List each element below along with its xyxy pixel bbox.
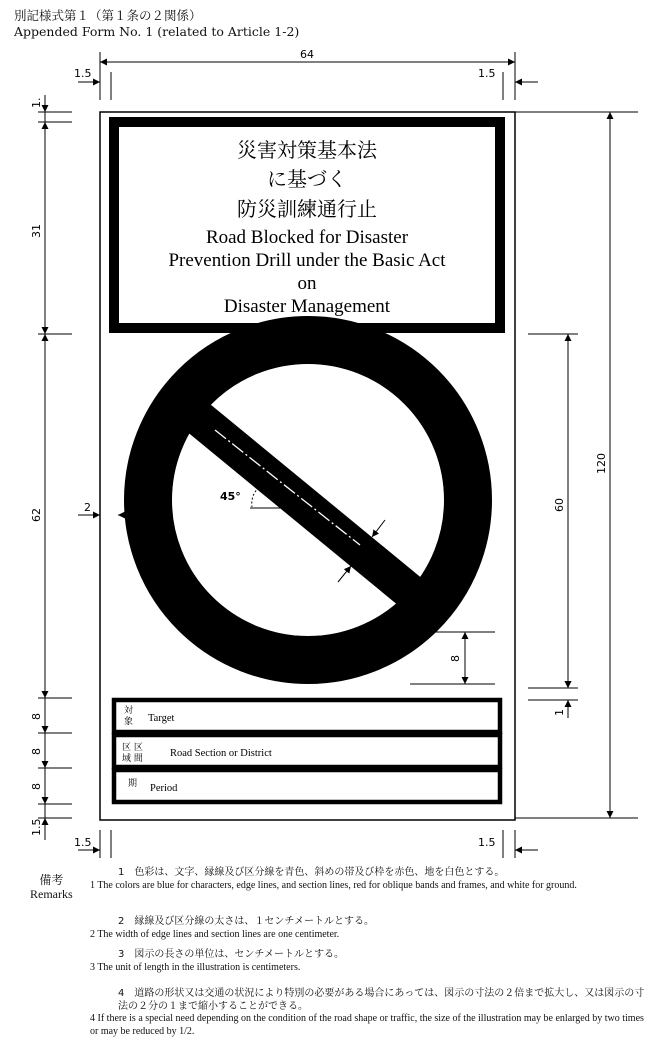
dim-bottom-margin: 1.5 [30,818,43,836]
remark-3-jp: 3 図示の長さの単位は、センチメートルとする。 [118,949,344,960]
header-en: Appended Form No. 1 (related to Article 1-2) [14,24,300,39]
dim-total-height: 120 [595,453,608,474]
row-target-label: Target [148,713,175,724]
remark-4 [90,988,650,1038]
sign-en-line-1: Road Blocked for Disaster [205,227,409,248]
remarks-label-en: Remarks [30,887,73,901]
remark-2-jp: 2 縁線及び区分線の太さは、１センチメートルとする。 [118,916,374,927]
sign-jp-line-3: 防災訓練通行止 [237,197,377,221]
remark-2 [90,916,650,941]
remark-2-en: 2 The width of edge lines and section lines are one centimeter. [90,928,340,940]
sign-en-line-3: on [297,273,317,294]
sign-en-line-2: Prevention Drill under the Basic Act [168,250,446,271]
sign-en-line-4: Disaster Management [223,296,391,317]
dim-row1: 8 [30,713,43,720]
sign-jp-line-1: 災害対策基本法 [237,138,377,162]
dim-edge-gap: 2 [84,501,91,514]
row-period-jp-top: 期 [128,779,138,789]
sign-jp-line-2: に基づく [267,167,347,191]
dim-circle-zone: 62 [30,508,43,522]
dim-row2: 8 [30,748,43,755]
remarks-label-jp: 備考 [39,873,64,887]
oblique-band [195,415,420,600]
band-centerline [215,430,360,545]
remark-4-en: 4 If there is a special need depending on the condition of the road shape or traffic, the size of the illustration may be enlarged by two times or may be reduced by 1/2. [90,1013,644,1037]
dim-margin-left-bottom: 1.5 [74,836,92,849]
row-target-jp-top: 対 [124,706,134,716]
dim-top-margin: 1. [30,97,43,108]
remark-3 [90,949,650,974]
row-section-label: Road Section or District [170,748,272,759]
remark-1 [90,867,650,892]
remark-1-en: 1 The colors are blue for characters, edge lines, and section lines, red for oblique bands and frames, and white for ground. [90,879,577,891]
dim-margin-right-top: 1.5 [478,67,496,80]
angle-label: 45° [220,490,241,503]
row-target-jp-bottom: 象 [124,717,134,727]
row-period-label: Period [150,783,178,794]
row-section-jp-bottom: 域 間 [122,754,143,764]
dim-small-gap: 1 [553,709,566,716]
remarks-label [30,873,73,901]
dim-band-width: 8 [449,655,462,662]
dim-margin-left-top: 1.5 [74,67,92,80]
remark-3-en: 3 The unit of length in the illustration is centimeters. [90,961,301,973]
dim-circle-diameter: 60 [553,498,566,512]
header-jp: 別記様式第１（第１条の２関係） [14,8,202,23]
dim-row3: 8 [30,783,43,790]
dim-title-height: 31 [30,224,43,238]
remark-1-jp: 1 色彩は、文字、縁線及び区分線を青色、斜めの帯及び枠を赤色、地を白色とする。 [118,867,505,878]
row-section-jp-top: 区 区 [122,743,143,753]
dim-margin-right-bottom: 1.5 [478,836,496,849]
remark-4-jp: 4 道路の形状又は交通の状況により特別の必要がある場合にあっては、図示の寸法の２倍まで拡大し、又は図示の寸法の２分の１まで縮小することができる。 [118,988,645,1012]
dim-width-total: 64 [300,48,314,61]
